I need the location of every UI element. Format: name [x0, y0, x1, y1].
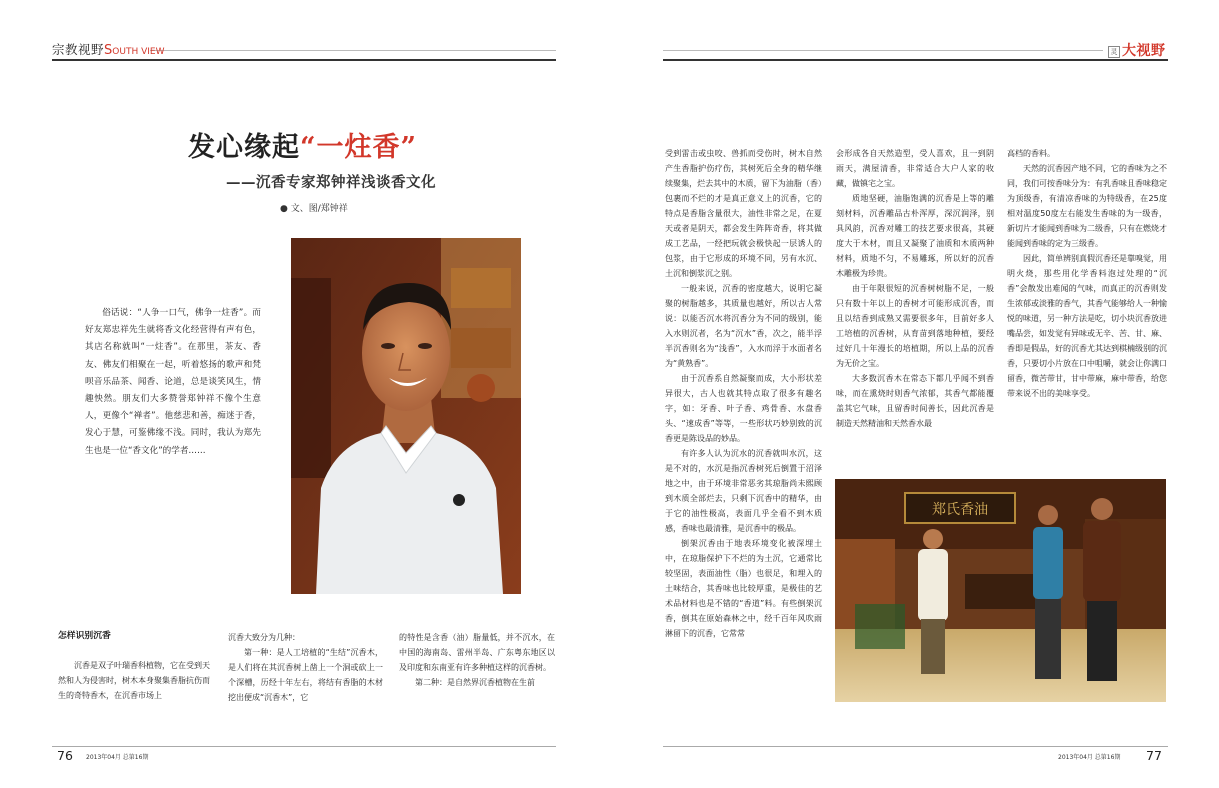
issue-info-right: 2013年04月 总第16期 [1058, 754, 1121, 761]
left-brand-cn: 宗教视野 [52, 42, 105, 57]
portrait-photo [291, 238, 521, 594]
left-brand-en: SOUTH VIEW [104, 43, 165, 58]
body-column-3: 的特性是含香（油）脂量低，并不沉水，在中国的海南岛、雷州半岛、广东粤东地区以及印度和东南亚有许多种植这样的沉香树。 第二种：是自然界沉香植物在生前 [399, 633, 555, 687]
body-column-5: 会形成各自天然造型，受人喜欢，且一到阴雨天，满屋清香，非常适合大户人家的收藏，做镇宅之宝。 质地坚硬，油脂饱满的沉香是上等的雕刻材料，沉香雕品古朴浑厚，深沉润泽，别具风韵，沉香对雕工的技艺要求很高，其硬度大于木材，而且又凝聚了油质和木质两种材料，质地不匀，不易雕琢，所以好的沉香木雕极为珍贵。 由于年限很短的沉香树树脂不足，一般只有数十年以上的香树才可能形成沉香，而且以结香到成熟又需要很多年，目前好多人工培植的沉香树，从育苗到落地种植，要经过好几十年漫长的培植期，所以上品的沉香为无价之宝。 大多数沉香木在常态下都几乎闻不到香味，而在熏烧时则香气浓郁，其香气都能覆盖其它气味，且留香时间善长，因此沉香是制造天然精油和天然香水最 [836, 149, 994, 428]
header-rule-right [663, 59, 1168, 61]
intro-paragraph: 俗话说：“人争一口气，佛争一炷香”。而好友郑忠祥先生就将香文化经营得有声有色，其店名称就叫“一炷香”。在那里，茶友、香友、佛友们相聚在一起，听着悠扬的歌声和梵呗音乐品茶、闻香、论道，总是谈笑风生，情趣怏然。朋友们大多赞誉郑钟祥不像个生意人，更像个“禅者”。他慈悲和善，痴迷于香，发心于慧，可鉴佛缘不浅。同时，我认为郑先生也是一位“香文化”的学者…… [85, 308, 261, 456]
right-brand [1108, 40, 1166, 60]
footer-rule-left [52, 746, 556, 747]
shop-photo [835, 479, 1166, 702]
right-brand-name: 大视野 [1122, 43, 1166, 59]
header-rule-left-thin [150, 50, 556, 51]
footer-rule-right [663, 746, 1168, 747]
title-plain: 发心缘起 [188, 132, 300, 163]
article-title [188, 125, 417, 164]
body-column-1: 沉香是双子叶瑞香科植物，它在受到天然和人为侵害时，树木本身聚集香脂抗伤而生的奇特香木，在沉香市场上 [58, 661, 210, 700]
section-heading: 怎样识别沉香 [58, 631, 111, 641]
page-number-right: 77 [1146, 748, 1162, 763]
left-brand [52, 40, 164, 58]
title-quoted: “一炷香” [300, 132, 418, 163]
brand-logo-icon: 灵 [1108, 46, 1120, 58]
issue-info-left: 2013年04月 总第16期 [86, 754, 149, 761]
body-column-4: 受到雷击或虫咬、兽抓而受伤时，树木自然产生香脂护伤疗伤，其树死后全身的精华继续聚集，烂去其中的木质，留下为油脂（香）包裹而不烂的才是真正意义上的沉香，它的特点是香脂含量很大，油性非常之足，在夏天或者是阴天，都会发生阵阵奇香，将其做成工艺品，一经把玩就会极快起一层诱人的包浆，由于它形成的环境不同，另有水沉、土沉和倒浆沉之别。 一般来说，沉香的密度越大，说明它凝聚的树脂越多，其质量也越好，所以古人常说：以能否沉水将沉香分为不同的级别，能入水则沉者，名为“沉水”香，次之，能半浮半沉香则名为“浅香”，入水而浮于水面者名为“黄熟香”。 由于沉香系自然凝聚而成，大小形状差异很大，古人也就其特点取了很多有趣名字，如：牙香、叶子香、鸡骨香、水盘香头、“速成香”等等，一些形状巧妙别致的沉香更是陈设品的妙品。 有许多人认为沉水的沉香就叫水沉，这是不对的，水沉是指沉香树死后倒置于沼泽地之中，由于环境非常恶劣其琼脂尚未熙顾到木质全部烂去，只剩下沉香中的精华，由于它的油性极高，表面几乎全看不到木质感，香味也最清雅，是沉香中的极品。 倒架沉香由于地表环境变化被深埋土中，在琼脂保护下不烂的为土沉，它通常比较坚固，表面油性（脂）也很足，和埋入的土味结合，其香味也比较厚重，是极佳的艺术品材料也是不错的“香道”料。有些倒架沉香，倒其在原始森林之中，经千百年风吹雨淋留下的沉香，它常常 [665, 149, 822, 638]
body-column-2: 沉香大致分为几种： 第一种：是人工培植的“生结”沉香木，是人们将在其沉香树上凿上一个洞或砍上一个深槽，历经十年左右，将结有香脂的木材挖出便成“沉香木”，它 [228, 633, 383, 702]
shop-sign-text: 郑氏香油 [932, 502, 988, 518]
header-rule-right-thin [663, 50, 1103, 51]
page-number-left: 76 [57, 748, 73, 763]
byline: ● 文、图/郑钟祥 [280, 204, 348, 214]
body-column-6: 高档的香料。 天然的沉香因产地不同，它的香味为之不同，我们可按香味分为：有乳香味且香味稳定为顶级香，有清凉香味的为特级香，在25度相对温度50度左右能发生香味的为一级香，新切片才能闻到香味为二级香，只有在燃烧才能闻到香味的定为三级香。 因此，简单辨别真假沉香还是靠嗅觉，用明火烧，那些用化学香料泡过处理的“沉香”会散发出难闻的气味，而真正的沉香则发生浓郁或淡雅的香气，其香气能够给人一种愉悦的味道，另一种方法是吃，切小块沉香放进嘴品尝，如发觉有异味或无辛、苦、甘、麻、香即是假品，好的沉香尤其达到棋楠级别的沉香，只要切小片放在口中咀嚼，就会让你满口留香，微苦带甘，甘中带麻，麻中带香，给您带来说不出的美味享受。 [1007, 149, 1167, 398]
article-subtitle: ——沉香专家郑钟祥浅谈香文化 [226, 174, 436, 191]
header-rule-left [52, 59, 556, 61]
